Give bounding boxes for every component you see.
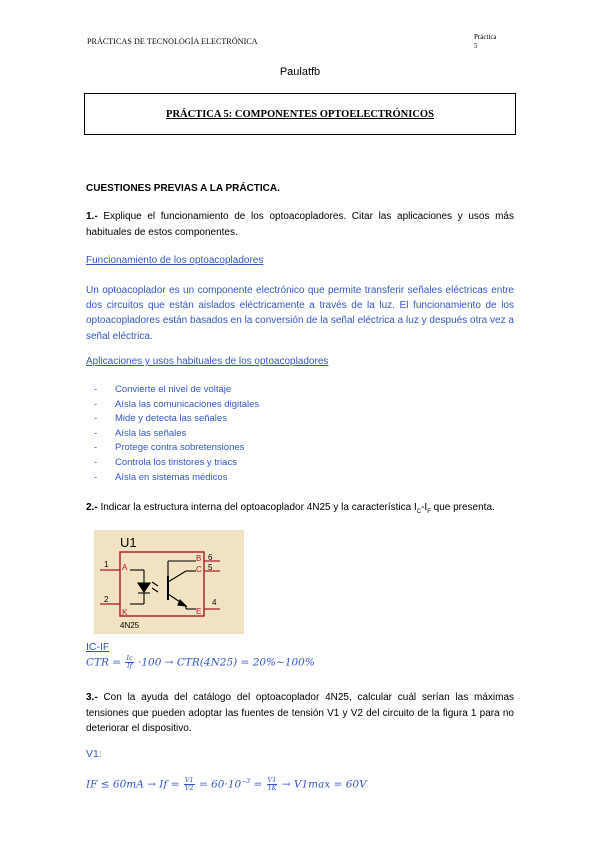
- answer-1: Un optoacoplador es un componente electrónico que permite transferir señales eléctricas entre dos circuitos que están aislados eléctricamente a través de la luz. El funcionamiento de los optoacopladores están basados en la conversión de la señal eléctrica a luz y después otra vez a señal eléctrica.: [86, 285, 514, 342]
- list-item: - Convierte el nivel de voltaje: [94, 383, 259, 398]
- anode-label: A: [122, 563, 128, 572]
- optocoupler-schematic: [94, 530, 244, 634]
- ctr-formula: CTR = $\frac{Ic}{If}$ ·100 → CTR(4N25) = 20%~100%: [86, 654, 315, 670]
- link-aplicaciones[interactable]: Aplicaciones y usos habituales de los optoacopladores: [86, 356, 329, 367]
- section-heading: CUESTIONES PREVIAS A LA PRÁCTICA.: [86, 183, 280, 194]
- author-name: Paulatfb: [279, 66, 321, 78]
- title-box: [84, 93, 516, 135]
- question-1: [86, 209, 514, 240]
- list-item: - Aísla en sistemas médicos: [94, 471, 259, 486]
- list-item: - Mide y detecta las señales: [94, 412, 259, 427]
- question-3-text: Con la ayuda del catálogo del optoacoplador 4N25, calcular cuál serían las máximas tensiones que pueden adoptar las fuentes de tensión V1 y V2 del circuito de la figura 1 para no deteriorar el dispositivo.: [86, 692, 515, 734]
- v1-formula: IF ≤ 60mA → If = $\frac{V1}{V2}$ = $60\cdot 10^{-3}$ = $\frac{V1}{1K}$ → V1max = 60V: [86, 776, 367, 792]
- page-marker-label: Práctica: [474, 33, 497, 41]
- page-marker: [474, 33, 497, 51]
- question-3: [86, 690, 514, 737]
- base-label: B: [196, 554, 202, 563]
- question-1-number: 1.-: [86, 211, 98, 222]
- pin-4-label: 4: [212, 598, 217, 607]
- cathode-label: K: [122, 608, 128, 617]
- v1-label: V1:: [86, 748, 102, 760]
- part-number: 4N25: [120, 621, 140, 630]
- question-3-number: 3.-: [86, 692, 98, 703]
- emitter-label: E: [196, 607, 202, 616]
- icif-label: IC-IF: [86, 641, 110, 653]
- list-item: - Protege contra sobretensiones: [94, 441, 259, 456]
- question-2: [86, 500, 514, 521]
- question-2-text: Indicar la estructura interna del optoacoplador 4N25 y la característica $I_C-I_F$ que presenta.: [100, 502, 495, 515]
- list-item: - Controla los tiristores y triacs: [94, 456, 259, 471]
- running-header: PRÁCTICAS DE TECNOLOGÍA ELECTRÓNICA: [87, 37, 258, 46]
- page-title: PRÁCTICA 5: COMPONENTES OPTOELECTRÓNICOS: [166, 108, 434, 120]
- collector-label: C: [196, 565, 202, 574]
- list-item: - Aísla las comunicaciones digitales: [94, 398, 259, 413]
- schematic-ref: U1: [120, 535, 137, 550]
- list-item: - Aísla las señales: [94, 427, 259, 442]
- pin-2-label: 2: [104, 595, 109, 604]
- pin-1-label: 1: [104, 560, 109, 569]
- pin-5-label: 5: [208, 563, 213, 572]
- question-1-text: Explique el funcionamiento de los optoacopladores. Citar las aplicaciones y usos más habituales de estos componentes.: [86, 211, 514, 238]
- page-marker-number: 5: [474, 42, 478, 50]
- link-funcionamiento[interactable]: Funcionamiento de los optoacopladores: [86, 255, 264, 266]
- question-2-number: 2.-: [86, 502, 98, 513]
- pin-6-label: 6: [208, 553, 213, 562]
- applications-list: [94, 383, 259, 485]
